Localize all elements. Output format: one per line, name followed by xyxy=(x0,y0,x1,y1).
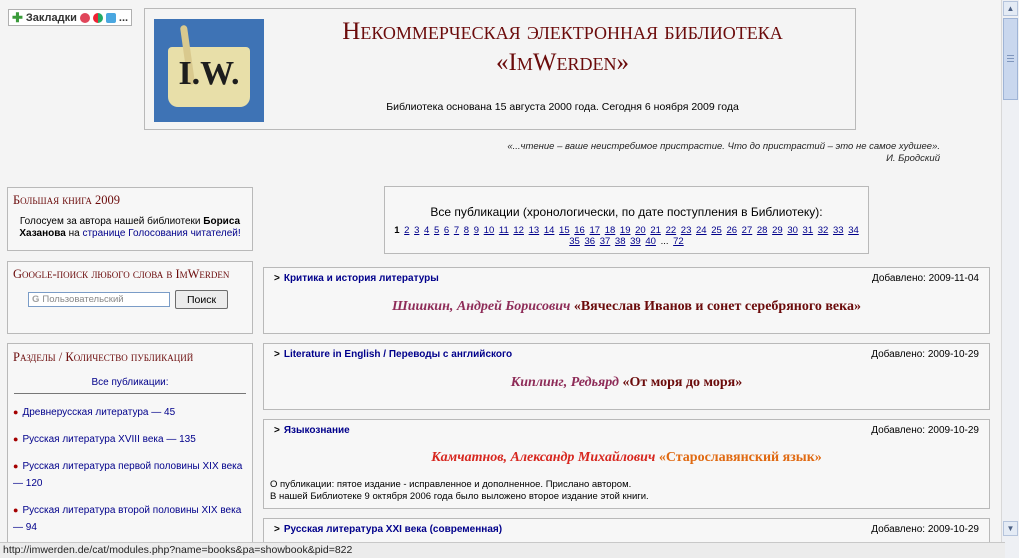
page-link[interactable]: 9 xyxy=(473,225,480,236)
bookmarks-more[interactable]: ... xyxy=(118,11,129,24)
scroll-down-icon[interactable]: ▼ xyxy=(1003,521,1018,536)
page-link[interactable]: 19 xyxy=(619,225,631,236)
page-link[interactable]: 29 xyxy=(772,225,783,236)
page-link[interactable]: 33 xyxy=(832,225,844,236)
epigraph xyxy=(440,141,940,165)
category-label[interactable]: Literature in English / Переводы с английского xyxy=(283,349,513,360)
page-link[interactable]: 10 xyxy=(483,225,495,236)
category-label[interactable]: Критика и история литературы xyxy=(283,273,439,284)
bullet-icon: ● xyxy=(13,461,19,471)
page-link[interactable]: 23 xyxy=(680,225,692,236)
page-link[interactable]: 14 xyxy=(543,225,555,236)
work-title-link[interactable]: «От моря до моря» xyxy=(622,375,743,390)
page-link[interactable]: 5 xyxy=(433,225,440,236)
page-link[interactable]: 30 xyxy=(787,225,798,236)
section-link[interactable]: Русская литература XVIII века — 135 xyxy=(22,434,196,445)
page-link[interactable]: 28 xyxy=(756,225,768,236)
page-link[interactable]: 27 xyxy=(741,225,753,236)
status-bar: http://imwerden.de/cat/modules.php?name=books&pa=showbook&pid=822 xyxy=(0,542,1005,558)
vertical-scrollbar[interactable] xyxy=(1001,0,1019,558)
bigbook-text xyxy=(8,214,252,242)
logo-text: I.W. xyxy=(178,55,240,92)
page-link[interactable]: 40 xyxy=(645,236,656,247)
publication-card xyxy=(263,267,990,334)
author-link[interactable]: Киплинг, Редьярд xyxy=(510,375,619,390)
work-title-link[interactable]: «Старославянский язык» xyxy=(658,450,822,465)
bookmarks-button[interactable] xyxy=(8,9,132,26)
title-line-2: «ImWerden» xyxy=(496,49,629,76)
voting-link[interactable]: странице Голосования читателей! xyxy=(82,228,241,239)
publication-card xyxy=(263,343,990,410)
share-icon[interactable] xyxy=(80,13,90,23)
page-link[interactable]: 15 xyxy=(559,225,570,236)
publication-work[interactable] xyxy=(264,375,989,391)
page-link[interactable]: 25 xyxy=(711,225,722,236)
arrow-icon: > xyxy=(274,524,280,535)
page-link[interactable]: 12 xyxy=(513,225,524,236)
page-link[interactable]: 26 xyxy=(726,225,738,236)
page-link-last[interactable]: 72 xyxy=(673,236,684,247)
all-publications-link[interactable] xyxy=(14,367,246,394)
pagination-heading: Все публикации (хронологически, по дате поступления в Библиотеку): xyxy=(430,205,823,219)
publication-work[interactable] xyxy=(264,450,989,466)
added-date: Добавлено: 2009-11-04 xyxy=(871,273,979,284)
publication-note: В нашей Библиотеке 9 октября 2006 года было выложено второе издание этой книги. xyxy=(270,491,649,502)
page-link[interactable]: 6 xyxy=(443,225,450,236)
page-link[interactable]: 35 xyxy=(569,236,580,247)
pages-ellipsis: ... xyxy=(660,236,669,247)
section-item[interactable] xyxy=(8,502,252,536)
search-input[interactable] xyxy=(28,292,170,307)
page-link[interactable]: 17 xyxy=(589,225,601,236)
page-link[interactable]: 24 xyxy=(696,225,707,236)
page-link[interactable]: 11 xyxy=(498,225,509,236)
page-list xyxy=(385,225,868,247)
sections-title: Разделы / Количество публикаций xyxy=(13,350,194,364)
added-date: Добавлено: 2009-10-29 xyxy=(871,425,979,436)
search-button[interactable]: Поиск xyxy=(175,290,228,309)
bigbook-text-start: Голосуем за автора нашей библиотеки xyxy=(19,216,204,227)
all-publications-label[interactable]: Все публикации: xyxy=(91,377,169,388)
page-link[interactable]: 21 xyxy=(650,225,661,236)
grip-line xyxy=(1007,55,1014,56)
section-link[interactable]: Русская литература первой половины XIX века — 120 xyxy=(13,461,243,489)
arrow-icon: > xyxy=(274,425,280,436)
page-link[interactable]: 39 xyxy=(630,236,641,247)
current-page: 1 xyxy=(394,225,400,236)
section-item[interactable] xyxy=(8,431,252,448)
search-title: Google-поиск любого слова в ImWerden xyxy=(13,267,230,281)
added-date: Добавлено: 2009-10-29 xyxy=(871,349,979,360)
arrow-icon: > xyxy=(274,273,280,284)
page-link[interactable]: 3 xyxy=(414,225,420,236)
grip-line xyxy=(1007,61,1014,62)
page-link[interactable]: 31 xyxy=(802,225,814,236)
site-title xyxy=(275,16,850,78)
site-header xyxy=(144,8,856,130)
bullet-icon: ● xyxy=(13,407,19,417)
site-logo[interactable] xyxy=(154,19,264,122)
scroll-up-icon[interactable]: ▲ xyxy=(1003,1,1018,16)
category-label[interactable]: Русская литература XXI века (современная) xyxy=(283,524,503,535)
page-link[interactable]: 13 xyxy=(528,225,540,236)
page-link[interactable]: 18 xyxy=(604,225,616,236)
author-link[interactable]: Шишкин, Андрей Борисович xyxy=(391,299,571,314)
page-link[interactable]: 7 xyxy=(453,225,460,236)
category-link[interactable] xyxy=(274,524,502,535)
page-link[interactable]: 8 xyxy=(463,225,470,236)
search-box xyxy=(7,261,253,334)
publication-card xyxy=(263,419,990,509)
category-link[interactable] xyxy=(274,273,439,284)
page-link[interactable]: 36 xyxy=(584,236,596,247)
arrow-icon: > xyxy=(274,349,280,360)
page-link[interactable]: 34 xyxy=(848,225,859,236)
page-link[interactable]: 37 xyxy=(599,236,611,247)
bullet-icon: ● xyxy=(13,434,19,444)
search-placeholder: Пользовательский xyxy=(42,294,124,305)
page-link[interactable]: 2 xyxy=(404,225,410,236)
publication-note: О публикации: пятое издание - исправленное и дополненное. Прислано автором. xyxy=(270,479,632,490)
page-link[interactable]: 32 xyxy=(817,225,829,236)
quote-author: И. Бродский xyxy=(886,153,940,164)
bookmarks-label: Закладки xyxy=(25,11,77,24)
section-link[interactable]: Русская литература второй половины XIX века — 94 xyxy=(13,505,242,533)
added-date: Добавлено: 2009-10-29 xyxy=(871,524,979,535)
founded-text: Библиотека основана 15 августа 2000 года. Сегодня 6 ноября 2009 года xyxy=(386,101,739,113)
page-link[interactable]: 20 xyxy=(635,225,646,236)
page-link[interactable]: 38 xyxy=(614,236,626,247)
grip-line xyxy=(1007,58,1014,59)
pagination-box xyxy=(384,186,869,254)
bullet-icon: ● xyxy=(13,505,19,515)
google-logo-icon: G xyxy=(32,294,40,305)
bigbook-text-mid: на xyxy=(65,228,83,239)
page-link[interactable]: 4 xyxy=(424,225,430,236)
page-link[interactable]: 16 xyxy=(574,225,585,236)
scroll-thumb[interactable] xyxy=(1003,18,1018,100)
quote-text: «...чтение – ваше неистребимое пристрастие. Что до пристрастий – это не самое худшее». xyxy=(507,141,940,152)
add-bookmark-icon: ✚ xyxy=(12,9,23,25)
social-icon[interactable] xyxy=(93,13,103,23)
category-label[interactable]: Языкознание xyxy=(283,425,350,436)
category-link[interactable] xyxy=(274,425,350,436)
section-item[interactable] xyxy=(8,404,252,421)
publication-work[interactable] xyxy=(264,299,989,315)
sections-box xyxy=(7,343,253,545)
author-link[interactable]: Камчатнов, Александр Михайлович xyxy=(431,450,656,465)
page-link[interactable]: 22 xyxy=(665,225,677,236)
bigbook-author: Бориса Хазанова xyxy=(19,216,241,239)
title-line-1: Некоммерческая электронная библиотека xyxy=(342,18,783,45)
bigbook-box xyxy=(7,187,253,251)
section-link[interactable]: Древнерусская литература — 45 xyxy=(22,407,176,418)
bigbook-title: Большая книга 2009 xyxy=(13,193,121,207)
twitter-icon[interactable] xyxy=(106,13,116,23)
category-link[interactable] xyxy=(274,349,512,360)
work-title-link[interactable]: «Вячеслав Иванов и сонет серебряного века» xyxy=(573,299,861,314)
section-item[interactable] xyxy=(8,458,252,492)
